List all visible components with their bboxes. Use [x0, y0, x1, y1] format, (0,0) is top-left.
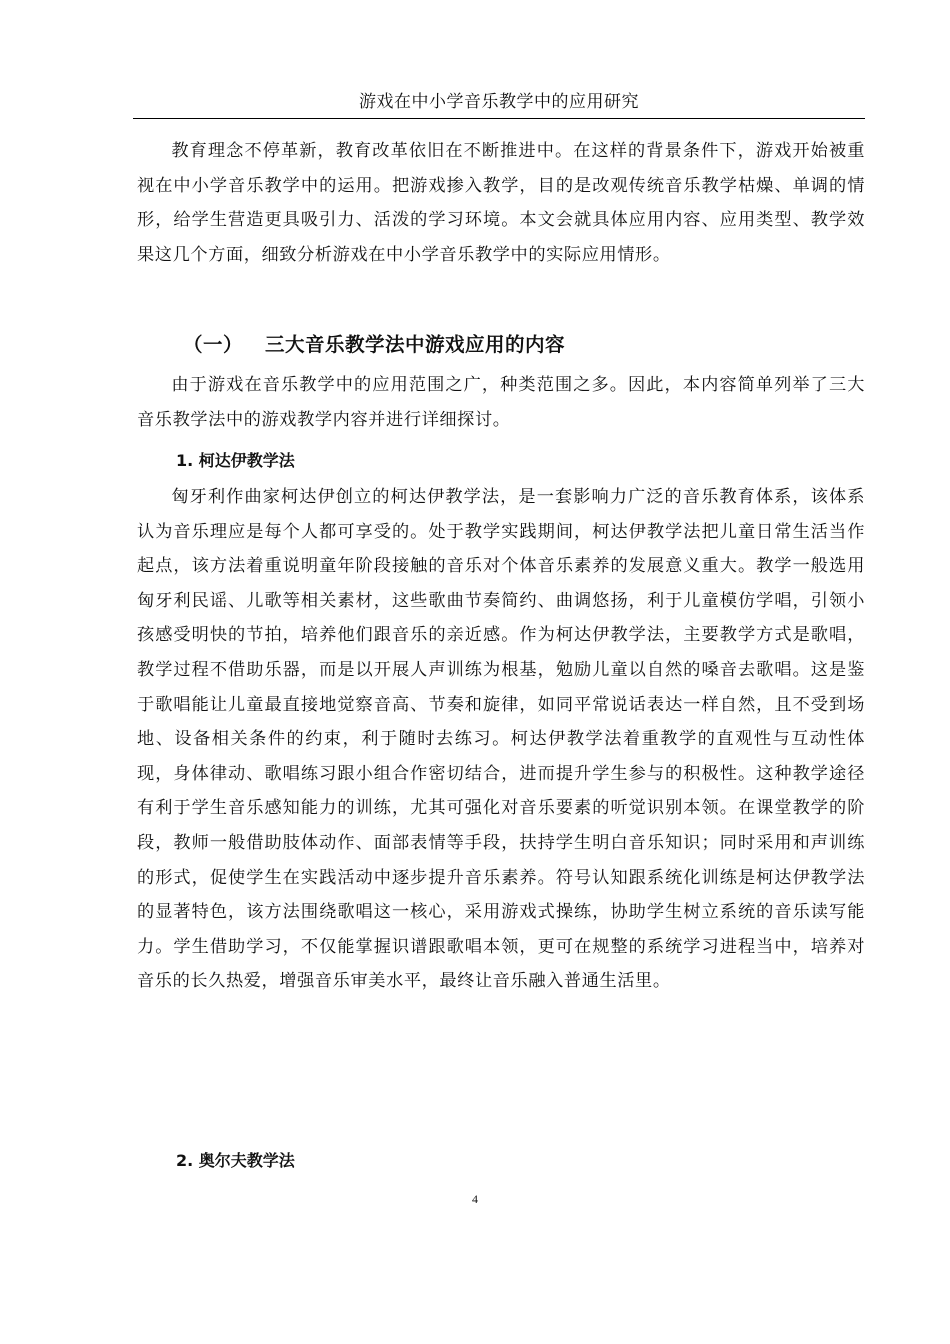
running-header	[133, 88, 865, 119]
section-title: 三大音乐教学法中游戏应用的内容	[265, 333, 566, 356]
section-paragraph: 由于游戏在音乐教学中的应用范围之广，种类范围之多。因此，本内容简单列举了三大音乐教学法中的游戏教学内容并进行详细探讨。	[137, 375, 865, 430]
kodaly-paragraph: 匈牙利作曲家柯达伊创立的柯达伊教学法，是一套影响力广泛的音乐教育体系，该体系认为音乐理应是每个人都可享受的。处于教学实践期间，柯达伊教学法把儿童日常生活当作起点，该方法着重说明童年阶段接触的音乐对个体音乐素养的发展意义重大。教学一般选用匈牙利民谣、儿歌等相关素材，这些歌曲节奏简约、曲调悠扬，利于儿童模仿学唱，引领小孩感受明快的节拍，培养他们跟音乐的亲近感。作为柯达伊教学法，主要教学方式是歌唱，教学过程不借助乐器，而是以开展人声训练为根基，勉励儿童以自然的嗓音去歌唱。这是鉴于歌唱能让儿童最直接地觉察音高、节奏和旋律，如同平常说话表达一样自然，且不受到场地、设备相关条件的约束，利于随时去练习。柯达伊教学法着重教学的直观性与互动性体现，身体律动、歌唱练习跟小组合作密切结合，进而提升学生参与的积极性。这种教学途径有利于学生音乐感知能力的训练，尤其可强化对音乐要素的听觉识别本领。在课堂教学的阶段，教师一般借助肢体动作、面部表情等手段，扶持学生明白音乐知识；同时采用和声训练的形式，促使学生在实践活动中逐步提升音乐素养。符号认知跟系统化训练是柯达伊教学法的显著特色，该方法围绕歌唱这一核心，采用游戏式操练，协助学生树立系统的音乐读写能力。学生借助学习，不仅能掌握识谱跟歌唱本领，更可在规整的系统学习进程当中，培养对音乐的长久热爱，增强音乐审美水平，最终让音乐融入普通生活里。	[137, 487, 865, 992]
running-header-title: 游戏在中小学音乐教学中的应用研究	[359, 92, 639, 112]
intro-paragraph: 教育理念不停革新，教育改革依旧在不断推进中。在这样的背景条件下，游戏开始被重视在中小学音乐教学中的运用。把游戏掺入教学，目的是改观传统音乐教学枯燥、单调的情形，给学生营造更具吸引力、活泼的学习环境。本文会就具体应用内容、应用类型、教学效果这几个方面，细致分析游戏在中小学音乐教学中的实际应用情形。	[137, 141, 865, 265]
section-heading	[183, 329, 565, 361]
section-number: （一）	[183, 333, 244, 356]
subsection-heading-orff: 2. 奥尔夫教学法	[176, 1151, 295, 1170]
page-number: 4	[472, 1192, 478, 1206]
subsection-heading-kodaly: 1. 柯达伊教学法	[176, 451, 295, 470]
